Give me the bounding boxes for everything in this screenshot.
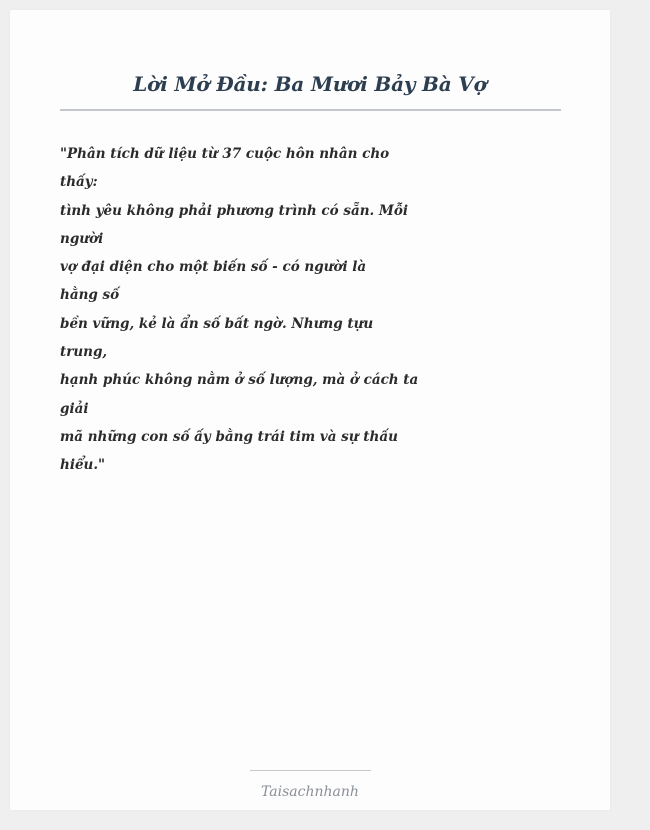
title-divider (60, 109, 561, 111)
paragraph-line: người (60, 230, 104, 247)
paragraph-line: "Phân tích dữ liệu từ 37 cuộc hôn nhân cho (60, 146, 390, 162)
intro-paragraph (60, 140, 419, 480)
paragraph-line: bền vững, kẻ là ẩn số bất ngờ. Nhưng tựu (60, 315, 374, 332)
paragraph-line: mã những con số ấy bằng trái tim và sự thấu (60, 428, 398, 445)
paragraph-line: thấy: (60, 174, 98, 191)
paragraph-line: hạnh phúc không nằm ở số lượng, mà ở cách ta (60, 372, 419, 389)
paragraph-line: hiểu." (60, 457, 106, 474)
paragraph-line: hằng số (60, 287, 120, 304)
page-title: Lời Mở Đầu: Ba Mươi Bảy Bà Vợ (133, 72, 487, 96)
footer-site-name: Taisachnhanh (261, 784, 359, 800)
paragraph-line: vợ đại diện cho một biến số - có người là (60, 259, 367, 276)
paragraph-line: trung, (60, 344, 108, 361)
paragraph-line: giải (60, 400, 89, 417)
footer-divider (250, 770, 371, 771)
paragraph-line: tình yêu không phải phương trình có sẵn. Mỗi (60, 202, 409, 219)
document-page (10, 10, 610, 810)
